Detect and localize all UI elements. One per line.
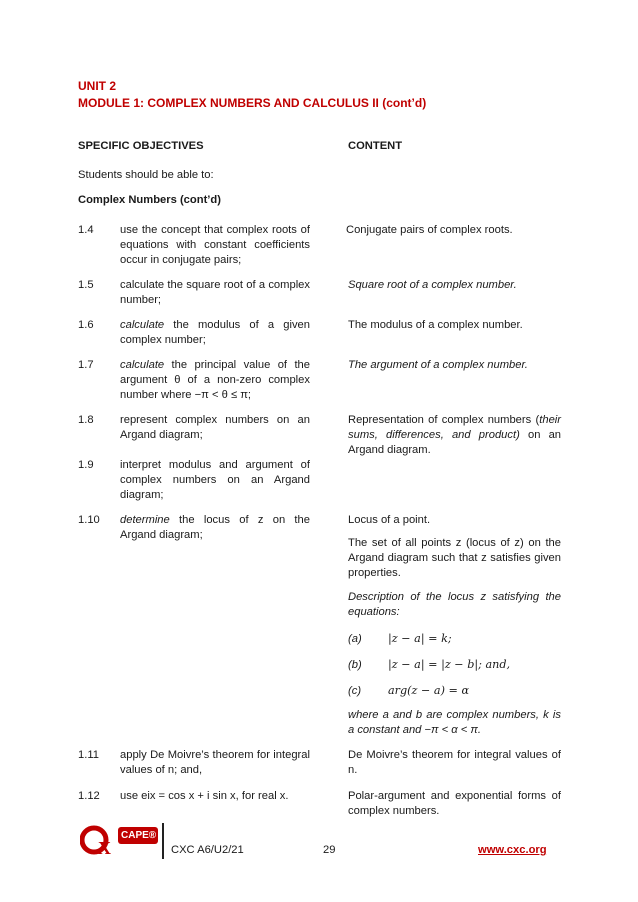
page-number: 29 (323, 844, 336, 856)
objective-text: interpret modulus and argument of complex numbers on an Argand diagram; (120, 459, 310, 501)
content-text: The modulus of a complex number. (348, 319, 523, 331)
content-text: where a and b are complex numbers, k is a constant and −π < α < π. (348, 709, 561, 736)
objective-number: 1.6 (78, 319, 94, 331)
content-text: Locus of a point. (348, 514, 431, 526)
objective-number: 1.8 (78, 414, 94, 426)
content-text: Conjugate pairs of complex roots. (346, 224, 513, 236)
equation-b: (b) |z − a| = |z − b|; and, (348, 658, 511, 671)
intro-text: Students should be able to: (78, 169, 214, 181)
objective-text: use the concept that complex roots of equations with constant coefficients occur in conjugate pairs; (120, 224, 310, 266)
objective-text: calculate the modulus of a given complex number; (120, 319, 310, 346)
footer-divider (162, 823, 164, 859)
objective-number: 1.7 (78, 359, 94, 371)
cxc-logo (80, 822, 160, 860)
content-heading: CONTENT (348, 140, 403, 152)
equation-a: (a) |z − a| = k; (348, 632, 452, 645)
objective-number: 1.11 (78, 749, 99, 761)
objective-number: 1.9 (78, 459, 94, 471)
objective-number: 1.10 (78, 514, 100, 526)
module-title: MODULE 1: COMPLEX NUMBERS AND CALCULUS II (cont’d) (78, 96, 427, 110)
svg-text:X: X (98, 838, 111, 858)
objective-text: calculate the principal value of the argument θ of a non-zero complex number where −π < θ ≤ π; (120, 359, 310, 401)
objective-number: 1.12 (78, 790, 100, 802)
content-text: Representation of complex numbers (their sums, differences, and product) on an Argand diagram. (348, 414, 562, 456)
objective-text: calculate the square root of a complex number; (120, 279, 310, 306)
content-text: Square root of a complex number. (348, 279, 517, 291)
content-text: Description of the locus z satisfying the equations: (348, 591, 561, 618)
objective-text: use eix = cos x + i sin x, for real x. (120, 790, 289, 802)
objective-text: apply De Moivre’s theorem for integral values of n; and, (120, 749, 310, 776)
objectives-heading: SPECIFIC OBJECTIVES (78, 140, 204, 152)
website-link[interactable]: www.cxc.org (478, 844, 547, 856)
document-code: CXC A6/U2/21 (171, 844, 244, 856)
unit-title: UNIT 2 (78, 79, 117, 93)
objective-number: 1.5 (78, 279, 94, 291)
objective-number: 1.4 (78, 224, 94, 236)
content-text: The argument of a complex number. (348, 359, 528, 371)
equation-c: (c) arg(z − a) = α (348, 684, 470, 697)
cape-logo-text: CAPE® (121, 830, 157, 841)
section-heading: Complex Numbers (cont’d) (78, 194, 221, 206)
content-text: Polar-argument and exponential forms of complex numbers. (348, 790, 561, 817)
content-text: The set of all points z (locus of z) on the Argand diagram such that z satisfies given properties. (348, 537, 561, 579)
content-text: De Moivre’s theorem for integral values of n. (348, 749, 561, 776)
objective-text: determine the locus of z on the Argand diagram; (120, 514, 310, 541)
objective-text: represent complex numbers on an Argand diagram; (120, 414, 310, 441)
